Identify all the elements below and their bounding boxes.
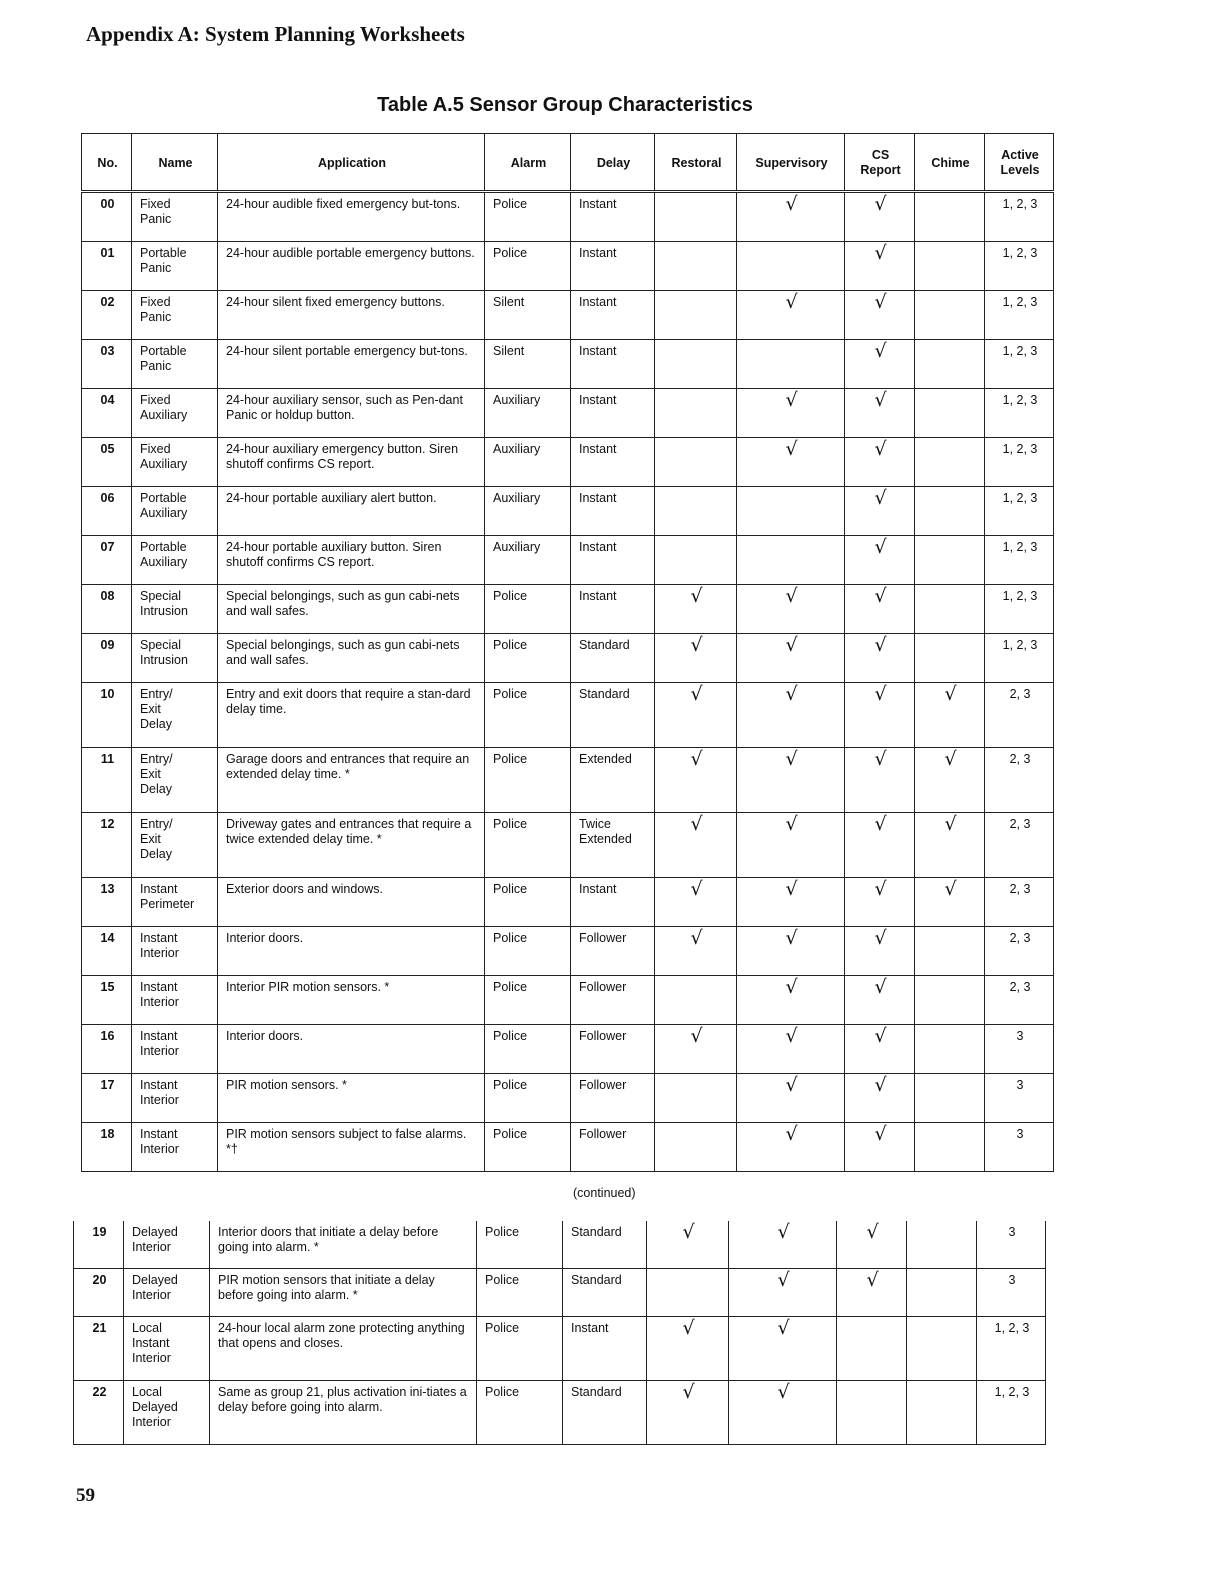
cell-alarm: Police [485,813,571,878]
cell-chime [915,438,985,487]
cell-alarm: Auxiliary [485,487,571,536]
cell-name: Local Delayed Interior [124,1381,210,1445]
cell-active-levels: 1, 2, 3 [985,634,1054,683]
cell-application: 24-hour silent portable emergency but-tons. [218,340,485,389]
table-row [82,340,1054,389]
table-row [74,1381,1046,1445]
cell-no: 17 [82,1074,132,1123]
cell-active-levels: 1, 2, 3 [985,438,1054,487]
table-row [82,976,1054,1025]
cell-chime: √ [915,878,985,927]
cell-application: PIR motion sensors. * [218,1074,485,1123]
cell-application: 24-hour portable auxiliary alert button. [218,487,485,536]
col-header-alarm: Alarm [485,134,571,192]
cell-cs-report [837,1317,907,1381]
cell-supervisory: √ [737,1074,845,1123]
cell-no: 05 [82,438,132,487]
cell-supervisory: √ [737,438,845,487]
cell-restoral: √ [655,634,737,683]
cell-name: Instant Interior [132,1074,218,1123]
table-row [82,813,1054,878]
cell-delay: Follower [571,1123,655,1172]
cell-active-levels: 3 [985,1123,1054,1172]
cell-chime [915,291,985,340]
cell-supervisory [737,340,845,389]
continued-note: (continued) [573,1186,636,1200]
cell-active-levels: 2, 3 [985,976,1054,1025]
cell-alarm: Silent [485,291,571,340]
col-header-supervisory: Supervisory [737,134,845,192]
cell-chime [915,487,985,536]
cell-no: 13 [82,878,132,927]
cell-active-levels: 2, 3 [985,878,1054,927]
cell-delay: Instant [571,291,655,340]
cell-application: 24-hour local alarm zone protecting anything that opens and closes. [210,1317,477,1381]
cell-no: 14 [82,927,132,976]
cell-application: Special belongings, such as gun cabi-nets and wall safes. [218,634,485,683]
cell-active-levels: 1, 2, 3 [985,340,1054,389]
cell-delay: Instant [571,585,655,634]
cell-delay: Instant [571,389,655,438]
col-header-no: No. [82,134,132,192]
cell-no: 15 [82,976,132,1025]
cell-delay: Instant [571,192,655,242]
cell-cs-report: √ [845,192,915,242]
cell-active-levels: 2, 3 [985,683,1054,748]
cell-chime [907,1381,977,1445]
cell-restoral [655,389,737,438]
cell-chime [915,192,985,242]
cell-alarm: Police [477,1381,563,1445]
page-header: Appendix A: System Planning Worksheets [86,22,465,46]
cell-active-levels: 2, 3 [985,927,1054,976]
cell-alarm: Police [485,683,571,748]
cell-alarm: Police [485,976,571,1025]
cell-application: Same as group 21, plus activation ini-tiates a delay before going into alarm. [210,1381,477,1445]
cell-active-levels: 3 [977,1221,1046,1269]
cell-name: Portable Panic [132,242,218,291]
cell-no: 10 [82,683,132,748]
table-row [74,1317,1046,1381]
cell-cs-report: √ [845,1123,915,1172]
cell-active-levels: 1, 2, 3 [985,585,1054,634]
cell-alarm: Police [485,927,571,976]
cell-name: Entry/ Exit Delay [132,683,218,748]
cell-delay: Follower [571,1025,655,1074]
cell-alarm: Police [485,1025,571,1074]
cell-delay: Standard [571,683,655,748]
cell-no: 22 [74,1381,124,1445]
cell-name: Instant Interior [132,1025,218,1074]
cell-application: Exterior doors and windows. [218,878,485,927]
cell-restoral: √ [647,1221,729,1269]
cell-restoral [655,976,737,1025]
cell-restoral: √ [655,683,737,748]
cell-name: Portable Auxiliary [132,487,218,536]
cell-chime [915,536,985,585]
cell-alarm: Police [485,1074,571,1123]
cell-delay: Standard [563,1269,647,1317]
cell-application: Entry and exit doors that require a stan-dard delay time. [218,683,485,748]
cell-cs-report: √ [845,813,915,878]
cell-no: 04 [82,389,132,438]
cell-cs-report: √ [845,976,915,1025]
cell-no: 12 [82,813,132,878]
table-row [82,389,1054,438]
cell-delay: Standard [563,1221,647,1269]
cell-active-levels: 3 [985,1025,1054,1074]
cell-alarm: Police [485,634,571,683]
table-row [82,927,1054,976]
cell-restoral: √ [655,1025,737,1074]
cell-cs-report [837,1381,907,1445]
cell-alarm: Police [485,192,571,242]
table-row [82,192,1054,242]
table-row [74,1221,1046,1269]
table-row [82,878,1054,927]
cell-restoral [655,536,737,585]
cell-supervisory: √ [729,1317,837,1381]
cell-active-levels: 3 [985,1074,1054,1123]
cell-alarm: Police [485,878,571,927]
table-row [82,242,1054,291]
cell-cs-report: √ [845,585,915,634]
cell-restoral [655,1074,737,1123]
cell-delay: Twice Extended [571,813,655,878]
cell-cs-report: √ [837,1269,907,1317]
sensor-group-table-continued [73,1221,1046,1445]
cell-name: Fixed Auxiliary [132,438,218,487]
cell-no: 06 [82,487,132,536]
cell-cs-report: √ [845,1074,915,1123]
cell-application: 24-hour silent fixed emergency buttons. [218,291,485,340]
cell-cs-report: √ [845,878,915,927]
cell-active-levels: 1, 2, 3 [985,536,1054,585]
cell-supervisory [737,487,845,536]
cell-application: 24-hour auxiliary emergency button. Siren shutoff confirms CS report. [218,438,485,487]
cell-alarm: Police [477,1317,563,1381]
cell-alarm: Auxiliary [485,536,571,585]
cell-delay: Instant [571,536,655,585]
cell-restoral [655,242,737,291]
cell-restoral [655,192,737,242]
table-row [82,634,1054,683]
cell-alarm: Police [477,1221,563,1269]
cell-chime [915,1123,985,1172]
cell-cs-report: √ [845,291,915,340]
cell-no: 16 [82,1025,132,1074]
cell-no: 00 [82,192,132,242]
table-row [82,1025,1054,1074]
cell-active-levels: 1, 2, 3 [985,242,1054,291]
cell-delay: Follower [571,927,655,976]
cell-active-levels: 3 [977,1269,1046,1317]
cell-application: Interior doors. [218,1025,485,1074]
col-header-active-levels: Active Levels [985,134,1054,192]
cell-cs-report: √ [845,634,915,683]
cell-restoral [655,438,737,487]
col-header-application: Application [218,134,485,192]
cell-restoral [647,1269,729,1317]
cell-cs-report: √ [845,536,915,585]
cell-no: 19 [74,1221,124,1269]
cell-supervisory: √ [737,389,845,438]
cell-alarm: Police [485,585,571,634]
cell-name: Local Instant Interior [124,1317,210,1381]
cell-restoral: √ [655,748,737,813]
table-row [82,487,1054,536]
cell-supervisory: √ [737,1123,845,1172]
sensor-group-table [81,133,1054,1172]
cell-restoral [655,487,737,536]
cell-name: Entry/ Exit Delay [132,813,218,878]
cell-cs-report: √ [845,927,915,976]
cell-chime: √ [915,813,985,878]
cell-active-levels: 1, 2, 3 [985,291,1054,340]
cell-no: 01 [82,242,132,291]
cell-cs-report: √ [845,1025,915,1074]
cell-application: Special belongings, such as gun cabi-nets and wall safes. [218,585,485,634]
cell-application: PIR motion sensors subject to false alarms. *† [218,1123,485,1172]
cell-alarm: Silent [485,340,571,389]
cell-name: Portable Panic [132,340,218,389]
cell-delay: Extended [571,748,655,813]
cell-cs-report: √ [845,438,915,487]
cell-chime: √ [915,683,985,748]
cell-application: 24-hour portable auxiliary button. Siren shutoff confirms CS report. [218,536,485,585]
cell-delay: Instant [571,438,655,487]
cell-restoral: √ [655,813,737,878]
cell-delay: Instant [571,878,655,927]
table-title: Table A.5 Sensor Group Characteristics [377,94,753,116]
cell-name: Instant Perimeter [132,878,218,927]
cell-no: 03 [82,340,132,389]
col-header-name: Name [132,134,218,192]
cell-cs-report: √ [845,340,915,389]
cell-cs-report: √ [845,683,915,748]
col-header-cs-report: CS Report [845,134,915,192]
col-header-delay: Delay [571,134,655,192]
cell-active-levels: 1, 2, 3 [977,1317,1046,1381]
cell-no: 11 [82,748,132,813]
cell-delay: Standard [563,1381,647,1445]
cell-delay: Follower [571,976,655,1025]
cell-chime [915,976,985,1025]
cell-supervisory: √ [737,634,845,683]
cell-name: Instant Interior [132,927,218,976]
cell-name: Delayed Interior [124,1269,210,1317]
cell-name: Fixed Auxiliary [132,389,218,438]
cell-application: Interior PIR motion sensors. * [218,976,485,1025]
cell-no: 08 [82,585,132,634]
cell-alarm: Police [485,1123,571,1172]
col-header-restoral: Restoral [655,134,737,192]
cell-no: 18 [82,1123,132,1172]
cell-supervisory: √ [737,683,845,748]
cell-application: 24-hour audible fixed emergency but-tons. [218,192,485,242]
cell-restoral: √ [655,927,737,976]
cell-supervisory [737,536,845,585]
cell-restoral: √ [655,585,737,634]
cell-delay: Follower [571,1074,655,1123]
col-header-chime: Chime [915,134,985,192]
cell-cs-report: √ [845,389,915,438]
cell-restoral [655,291,737,340]
cell-chime [915,1025,985,1074]
cell-restoral: √ [647,1381,729,1445]
table-body-continued [74,1221,1046,1445]
cell-supervisory: √ [737,585,845,634]
cell-active-levels: 1, 2, 3 [985,389,1054,438]
cell-alarm: Police [485,748,571,813]
cell-cs-report: √ [845,242,915,291]
cell-name: Special Intrusion [132,634,218,683]
cell-alarm: Auxiliary [485,389,571,438]
cell-active-levels: 1, 2, 3 [985,192,1054,242]
table-row [82,1123,1054,1172]
cell-no: 20 [74,1269,124,1317]
cell-supervisory: √ [737,813,845,878]
cell-restoral: √ [647,1317,729,1381]
cell-chime [915,927,985,976]
cell-no: 09 [82,634,132,683]
table-row [82,585,1054,634]
cell-alarm: Police [477,1269,563,1317]
cell-chime [915,585,985,634]
cell-supervisory: √ [737,878,845,927]
table-row [74,1269,1046,1317]
cell-no: 07 [82,536,132,585]
cell-supervisory: √ [737,1025,845,1074]
cell-delay: Instant [571,242,655,291]
table-row [82,438,1054,487]
cell-application: 24-hour auxiliary sensor, such as Pen-dant Panic or holdup button. [218,389,485,438]
page-number: 59 [76,1485,95,1506]
cell-delay: Instant [571,340,655,389]
cell-name: Special Intrusion [132,585,218,634]
cell-application: Interior doors. [218,927,485,976]
cell-active-levels: 1, 2, 3 [985,487,1054,536]
cell-chime [915,1074,985,1123]
cell-cs-report: √ [845,748,915,813]
table-row [82,683,1054,748]
cell-alarm: Auxiliary [485,438,571,487]
table-row [82,748,1054,813]
cell-supervisory: √ [729,1269,837,1317]
cell-supervisory: √ [729,1221,837,1269]
cell-chime [907,1317,977,1381]
cell-chime [915,340,985,389]
cell-name: Fixed Panic [132,192,218,242]
cell-delay: Standard [571,634,655,683]
cell-delay: Instant [563,1317,647,1381]
cell-supervisory [737,242,845,291]
cell-active-levels: 2, 3 [985,748,1054,813]
cell-chime [915,634,985,683]
cell-restoral: √ [655,878,737,927]
table-row [82,1074,1054,1123]
cell-supervisory: √ [737,291,845,340]
cell-application: Interior doors that initiate a delay before going into alarm. * [210,1221,477,1269]
cell-application: Driveway gates and entrances that require a twice extended delay time. * [218,813,485,878]
cell-chime: √ [915,748,985,813]
cell-supervisory: √ [737,976,845,1025]
cell-name: Instant Interior [132,1123,218,1172]
cell-alarm: Police [485,242,571,291]
cell-active-levels: 2, 3 [985,813,1054,878]
cell-chime [907,1269,977,1317]
table-header-row [82,134,1054,192]
cell-name: Portable Auxiliary [132,536,218,585]
cell-supervisory: √ [737,748,845,813]
table-row [82,291,1054,340]
cell-application: 24-hour audible portable emergency buttons. [218,242,485,291]
cell-supervisory: √ [737,927,845,976]
cell-cs-report: √ [845,487,915,536]
cell-name: Delayed Interior [124,1221,210,1269]
cell-name: Instant Interior [132,976,218,1025]
cell-active-levels: 1, 2, 3 [977,1381,1046,1445]
cell-application: Garage doors and entrances that require an extended delay time. * [218,748,485,813]
cell-delay: Instant [571,487,655,536]
cell-cs-report: √ [837,1221,907,1269]
cell-no: 21 [74,1317,124,1381]
table-body [82,192,1054,1172]
cell-name: Entry/ Exit Delay [132,748,218,813]
cell-supervisory: √ [729,1381,837,1445]
cell-chime [915,242,985,291]
cell-chime [915,389,985,438]
cell-chime [907,1221,977,1269]
cell-restoral [655,340,737,389]
cell-application: PIR motion sensors that initiate a delay before going into alarm. * [210,1269,477,1317]
cell-supervisory: √ [737,192,845,242]
cell-no: 02 [82,291,132,340]
table-row [82,536,1054,585]
cell-name: Fixed Panic [132,291,218,340]
cell-restoral [655,1123,737,1172]
